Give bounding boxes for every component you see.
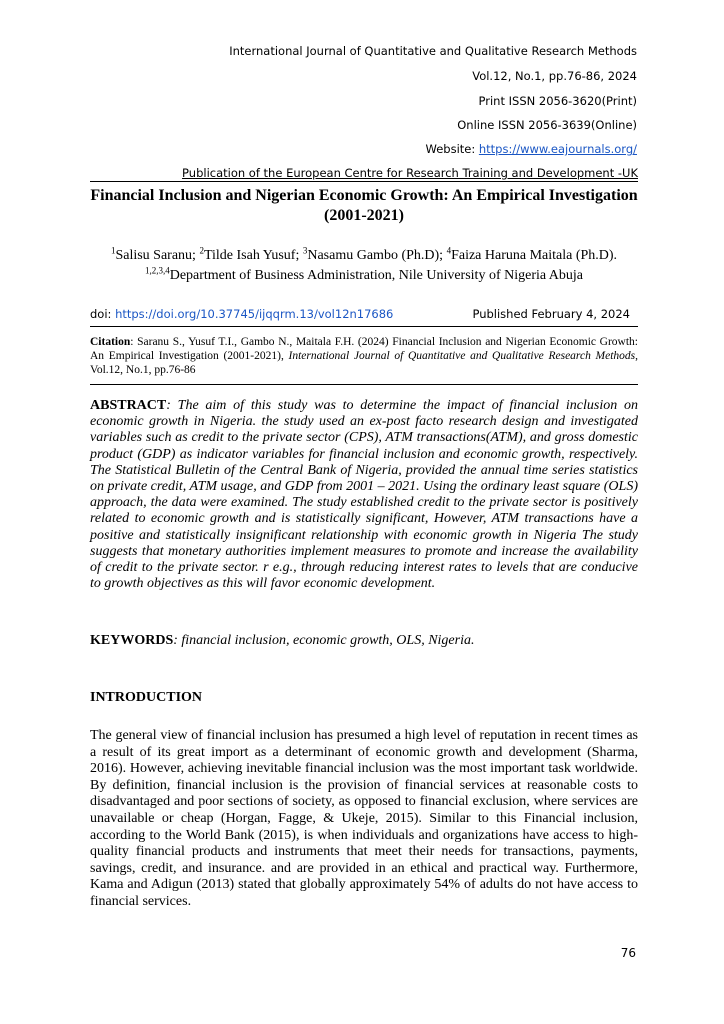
print-issn: Print ISSN 2056-3620(Print) (478, 94, 637, 108)
publisher-line (90, 166, 638, 182)
author-3-index: 3 (302, 245, 308, 256)
affiliation-index: 1,2,3,4 (144, 265, 170, 276)
website-label: Website: (425, 142, 479, 156)
website-line (426, 142, 638, 156)
author-1-name: Salisu Saranu; (115, 248, 200, 263)
citation-block (90, 335, 638, 377)
citation-label: Citation (90, 336, 131, 348)
author-1-index: 1 (110, 245, 116, 256)
doi-link[interactable]: https://doi.org/10.37745/ijqqrm.13/vol12n17686 (115, 307, 394, 321)
published-date: Published February 4, 2024 (472, 307, 630, 321)
author-4-index: 4 (446, 245, 452, 256)
author-3-name: Nasamu Gambo (Ph.D); (307, 248, 447, 263)
keywords-label: KEYWORDS (90, 633, 174, 648)
citation-top-rule (90, 326, 638, 327)
author-2-name: Tilde Isah Yusuf; (203, 248, 303, 263)
abstract-text: : The aim of this study was to determine the impact of financial inclusion on economic growth in Nigeria. the study used an ex-post facto research design and investigated variables such as credit to the private sector (CPS), ATM transactions(ATM), and gross domestic product (GDP) as indicator variables for financial inclusion and economic growth, respectively. The Statistical Bulletin of the Central Bank of Nigeria, provided the annual time series statistics on private credit, ATM usage, and GDP from 2001 – 2021. Using the ordinary least square (OLS) approach, the data were examined. The study established credit to the private sector is positively related to economic growth and is statistically significant, However, ATM transactions have a positive and statistically insignificant relationship with economic growth in Nigeria The study suggests that monetary authorities implement measures to promote and increase the availability of credit to the private sector. r e.g., through reducing interest rates to levels that are conducive to growth objectives as this will favor economic development. (90, 398, 638, 592)
citation-journal: International Journal of Quantitative and Qualitative Research Methods (288, 350, 636, 362)
online-issn: Online ISSN 2056-3639(Online) (457, 118, 637, 132)
abstract (90, 398, 638, 592)
citation-bottom-rule (90, 384, 638, 385)
doi-line (90, 307, 393, 321)
website-link[interactable]: https://www.eajournals.org/ (478, 142, 637, 156)
introduction-text: The general view of financial inclusion has presumed a high level of reputation in recent times as a result of its great import as a determinant of economic growth and development (Sharma, 2016). However, achieving inevitable financial inclusion was the most important task worldwide. By definition, financial inclusion is the provision of financial services at reasonable costs to disadvantaged and poor sections of society, as opposed to financial exclusion, where services are unavailable or cheap (Horgan, Fagge, & Ukeje, 2015). Similar to this Financial inclusion, according to the World Bank (2015), is when individuals and organizations have access to high-quality financial products and instruments that meet their needs for transactions, payments, savings, credit, and insurance. and are provided in an ethical and practical way. Furthermore, Kama and Adigun (2013) stated that globally approximately 54% of adults do not have access to financial services. (90, 728, 638, 909)
author-2-index: 2 (199, 245, 204, 256)
author-4-name: Faiza Haruna Maitala (Ph.D). (451, 248, 618, 263)
article-title: Financial Inclusion and Nigerian Economic Growth: An Empirical Investigation (2001-2021) (90, 187, 638, 224)
affiliation (90, 267, 638, 285)
keywords-text: : financial inclusion, economic growth, OLS, Nigeria. (173, 633, 475, 648)
abstract-label: ABSTRACT (90, 398, 167, 413)
doi-label: doi: (90, 307, 116, 321)
introduction-heading: INTRODUCTION (90, 690, 203, 705)
citation-tail: , Vol.12, No.1, pp.76-86 (90, 350, 638, 376)
affiliation-text: Department of Business Administration, Nile University of Nigeria Abuja (169, 268, 584, 283)
journal-name: International Journal of Quantitative and Qualitative Research Methods (229, 44, 637, 58)
keywords (90, 632, 638, 650)
publisher-text: Publication of the European Centre for Research Training and Development -UK (182, 166, 638, 180)
author-list (90, 247, 638, 265)
volume-info: Vol.12, No.1, pp.76-86, 2024 (472, 69, 637, 83)
page-number: 76 (620, 946, 636, 960)
citation-text: : Saranu S., Yusuf T.I., Gambo N., Maitala F.H. (2024) Financial Inclusion and Nigerian Economic Growth: An Empirical Investigation (2001-2021), (90, 336, 638, 362)
